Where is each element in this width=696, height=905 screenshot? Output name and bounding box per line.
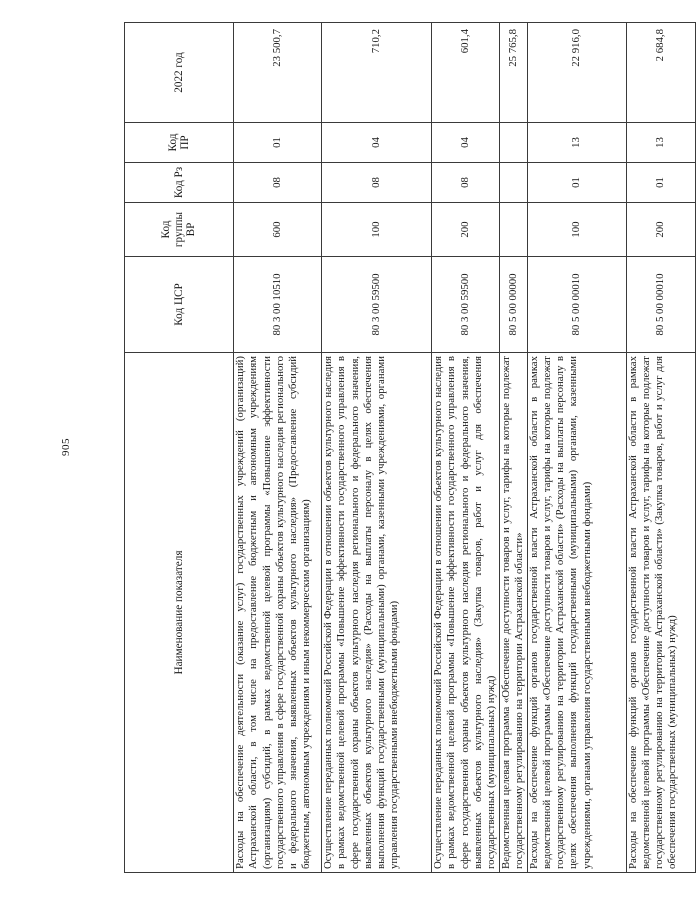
row-name: Расходы на обеспечение функций органов государственной власти Астраханской области в рамках ведомственной целевой программы «Обеспечение доступности товаров и услуг, тарифы на которые подлежат государственному регулированию на территории Астраханской области» (Расходы на выплаты персоналу в целях обеспечения выполнения функций государственными (муниципальными) органами, казенными учреждениями, органами управления государственными внебюджетными фондами): [527, 353, 626, 873]
table-row: [322, 23, 432, 873]
row-name: Осуществление переданных полномочий Российской Федерации в отношении объектов культурного наследия в рамках ведомственной целевой программы «Повышение эффективности государственного управления в сфере государственной охраны объектов культурного наследия регионального и федерального значения, выявленных объектов культурного наследия» (Расходы на выплаты персоналу в целях обеспечения выполнения функций государственными (муниципальными) органами, казенными учреждениями, органами управления государственными внебюджетными фондами): [322, 353, 432, 873]
row-rz: 08: [432, 163, 500, 203]
row-pr: 04: [432, 123, 500, 163]
header-name: Наименование показателя: [125, 353, 234, 873]
row-sum: 25 765,8: [500, 23, 528, 123]
rotated-table-frame: [124, 23, 679, 873]
row-pr: 01: [234, 123, 322, 163]
row-name: Расходы на обеспечение деятельности (оказание услуг) государственных учреждений (организаций) Астраханской области, в том числе на предоставление бюджетным и автономным учреждениям (организациям) субсидий, в рамках ведомственной целевой программы «Повышение эффективности государственного управления в сфере государственной охраны объектов культурного наследия регионального и федерального значения, выявленных объектов культурного наследия» (Предоставление субсидий бюджетным, автономным учреждениям и иным некоммерческим организациям): [234, 353, 322, 873]
row-pr: 13: [527, 123, 626, 163]
table-row: [234, 23, 322, 873]
row-csr: 80 5 00 00010: [626, 257, 695, 353]
row-name: Осуществление переданных полномочий Российской Федерации в отношении объектов культурного наследия в рамках ведомственной целевой программы «Повышение эффективности государственного управления в сфере государственной охраны объектов культурного наследия регионального и федерального значения, выявленных объектов культурного наследия» (Закупка товаров, работ и услуг для обеспечения государственных (муниципальных) нужд): [432, 353, 500, 873]
row-csr: 80 5 00 00010: [527, 257, 626, 353]
header-vr: Код группы ВР: [125, 203, 234, 257]
table-row: [626, 23, 695, 873]
row-rz: 01: [527, 163, 626, 203]
row-csr: 80 3 00 59500: [322, 257, 432, 353]
row-rz: 08: [234, 163, 322, 203]
row-vr: 200: [432, 203, 500, 257]
table-row: [432, 23, 500, 873]
row-vr: 100: [527, 203, 626, 257]
row-rz: 01: [626, 163, 695, 203]
header-rz: Код Рз: [125, 163, 234, 203]
row-sum: 710,2: [322, 23, 432, 123]
header-csr: Код ЦСР: [125, 257, 234, 353]
row-csr: 80 3 00 59500: [432, 257, 500, 353]
row-pr: 13: [626, 123, 695, 163]
table-row: [527, 23, 626, 873]
row-name: Расходы на обеспечение функций органов государственной власти Астраханской области в рамках ведомственной целевой программы «Обеспечение доступности товаров и услуг, тарифы на которые подлежат государственному регулированию на территории Астраханской области» (Закупка товаров, работ и услуг для обеспечения государственных (муниципальных) нужд): [626, 353, 695, 873]
header-pr: Код ПР: [125, 123, 234, 163]
row-sum: 22 916,0: [527, 23, 626, 123]
row-vr: 600: [234, 203, 322, 257]
row-rz: [500, 163, 528, 203]
row-pr: 04: [322, 123, 432, 163]
table-row: [500, 23, 528, 873]
page-number: 905: [60, 438, 72, 456]
row-csr: 80 3 00 10510: [234, 257, 322, 353]
row-sum: 601,4: [432, 23, 500, 123]
row-sum: 23 500,7: [234, 23, 322, 123]
header-year: 2022 год: [125, 23, 234, 123]
budget-table: [124, 22, 696, 873]
row-pr: [500, 123, 528, 163]
row-name: Ведомственная целевая программа «Обеспечение доступности товаров и услуг, тарифы на которые подлежат государственному регулированию на территории Астраханской области»: [500, 353, 528, 873]
row-vr: [500, 203, 528, 257]
row-sum: 2 684,8: [626, 23, 695, 123]
row-rz: 08: [322, 163, 432, 203]
table-header-row: [125, 23, 234, 873]
row-vr: 200: [626, 203, 695, 257]
row-vr: 100: [322, 203, 432, 257]
row-csr: 80 5 00 00000: [500, 257, 528, 353]
